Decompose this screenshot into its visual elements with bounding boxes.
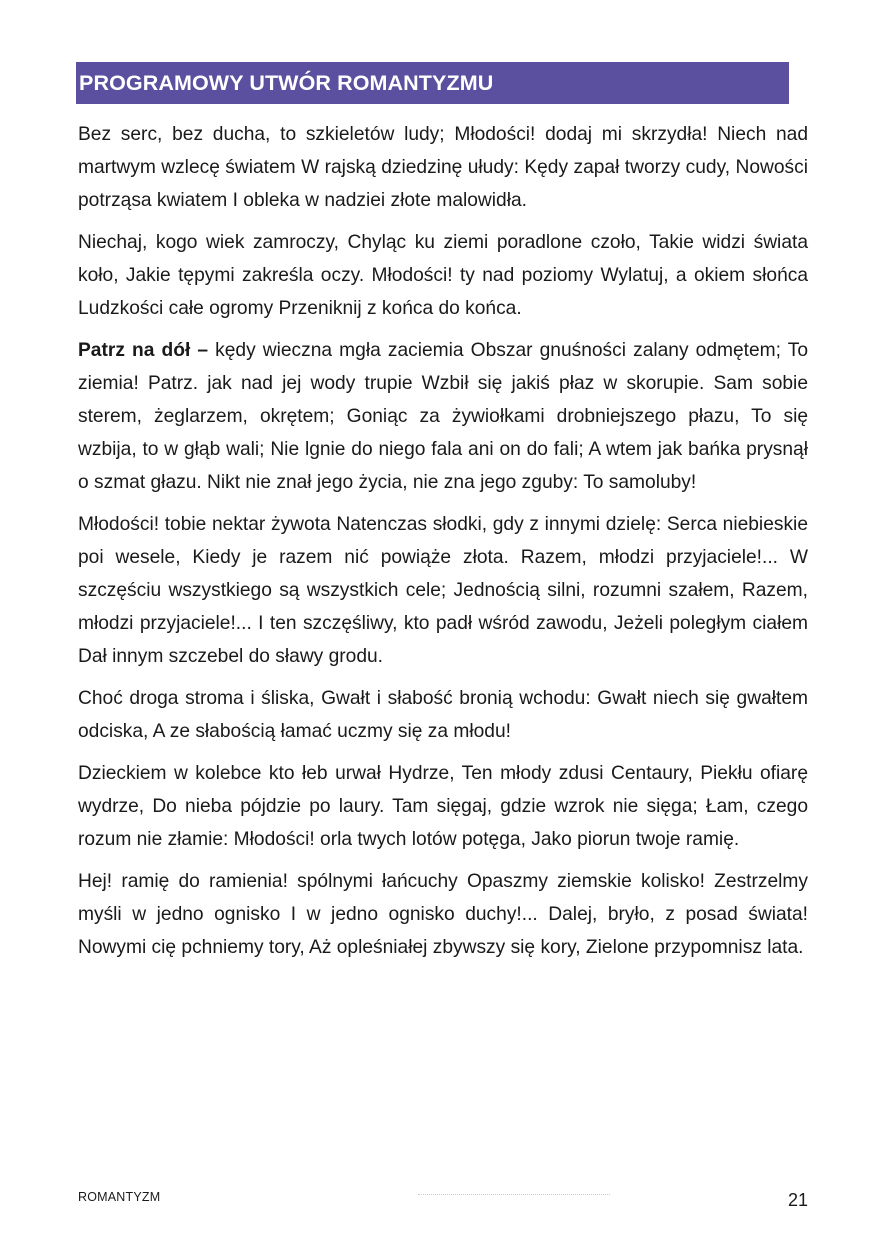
paragraph-2: Niechaj, kogo wiek zamroczy, Chyląc ku ziemi poradlone czoło, Takie widzi świata koło, Jakie tępymi zakreśla oczy. Młodości! ty nad poziomy Wylatuj, a okiem słońca Ludzkości całe ogromy Przeniknij z końca do końca. (78, 232, 808, 319)
paragraph-5: Choć droga stroma i śliska, Gwałt i słabość bronią wchodu: Gwałt niech się gwałtem odciska, A ze słabością łamać uczmy się za młodu! (78, 688, 808, 742)
paragraph-7: Hej! ramię do ramienia! spólnymi łańcuchy Opaszmy ziemskie kolisko! Zestrzelmy myśli w jedno ognisko I w jedno ognisko duchy!... Dalej, bryło, z posad świata! Nowymi cię pchniemy tory, Aż opleśniałej zbywszy się kory, Zielone przypomnisz lata. (78, 871, 808, 958)
paragraph-3-bold-lead: Patrz na dół – (78, 340, 209, 361)
paragraph-1: Bez serc, bez ducha, to szkieletów ludy; Młodości! dodaj mi skrzydła! Niech nad martwym wzlecę światem W rajską dziedzinę ułudy: Kędy zapał tworzy cudy, Nowości potrząsa kwiatem I obleka w nadziei złote malowidła. (78, 124, 808, 211)
section-heading-bar (76, 62, 789, 104)
footer-section-label: ROMANTYZM (78, 1190, 161, 1204)
paragraph-6: Dzieckiem w kolebce kto łeb urwał Hydrze, Ten młody zdusi Centaury, Piekłu ofiarę wydrze, Do nieba pójdzie po laury. Tam sięgaj, gdzie wzrok nie sięga; Łam, czego rozum nie złamie: Młodości! orla twych lotów potęga, Jako piorun twoje ramię. (78, 763, 808, 850)
footer-divider (418, 1194, 610, 1195)
section-heading: PROGRAMOWY UTWÓR ROMANTYZMU (79, 71, 494, 95)
paragraph-3 (78, 334, 808, 499)
page-number: 21 (787, 1190, 808, 1210)
paragraph-3-text: kędy wieczna mgła zaciemia Obszar gnuśności zalany odmętem; To ziemia! Patrz. jak nad jej wody trupie Wzbił się jakiś płaz w skorupie. Sam sobie sterem, żeglarzem, okrętem; Goniąc za żywiołkami drobniejszego płazu, To się wzbija, to w głąb wali; Nie lgnie do niego fala ani on do fali; A wtem jak bańka prysnął o szmat głazu. Nikt nie znał jego życia, nie zna jego zguby: To samoluby! (78, 340, 808, 493)
paragraph-4: Młodości! tobie nektar żywota Natenczas słodki, gdy z innymi dzielę: Serca niebieskie poi wesele, Kiedy je razem nić powiąże złota. Razem, młodzi przyjaciele!... W szczęściu wszystkiego są wszystkich cele; Jednością silni, rozumni szałem, Razem, młodzi przyjaciele!... I ten szczęśliwy, kto padł wśród zawodu, Jeżeli poległym ciałem Dał innym szczebel do sławy grodu. (78, 514, 808, 667)
poem-content (78, 118, 808, 973)
